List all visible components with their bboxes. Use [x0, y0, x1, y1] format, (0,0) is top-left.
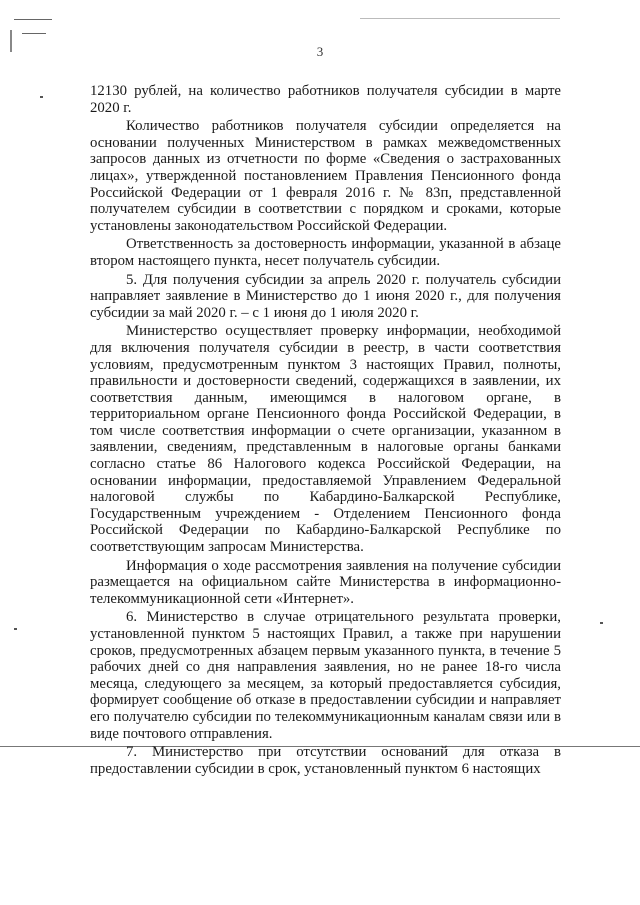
scan-artifact-dot-3	[14, 628, 17, 630]
scan-artifact-top-left-2	[22, 33, 46, 34]
paragraph-4: 5. Для получения субсидии за апрель 2020 г. получатель субсидии направляет заявление в Министерство до 1 июня 2020 г., для получения субсидии за май 2020 г. – с 1 июня до 1 июля 2020 г.	[90, 271, 561, 321]
scan-artifact-dot-1	[40, 96, 43, 98]
paragraph-5: Министерство осуществляет проверку информации, необходимой для включения получателя субсидии в реестр, в части соответствия условиям, предусмотренным пунктом 3 настоящих Правил, полноты, правильности и достоверности сведений, содержащихся в заявлении, их соответствия данным, имеющимся в налоговом органе, в территориальном органе Пенсионного фонда Российской Федерации, в том числе соответствия информации о счете организации, указанном в заявлении, сведениям, представленным в налоговые органы банками согласно статье 86 Налогового кодекса Российской Федерации, на основании информации, предоставляемой Управлением Федеральной налоговой службы по Кабардино-Балкарской Республике, Государственным учреждением - Отделением Пенсионного фонда Российской Федерации по Кабардино-Балкарской Республике по соответствующим запросам Министерства.	[90, 323, 561, 556]
scan-artifact-top-right	[360, 18, 560, 19]
scan-artifact-top-left	[14, 19, 52, 20]
paragraph-8: 7. Министерство при отсутствии оснований для отказа в предоставлении субсидии в срок, установленный пунктом 6 настоящих	[90, 744, 561, 777]
paragraph-1: 12130 рублей, на количество работников получателя субсидии в марте 2020 г.	[90, 83, 561, 116]
paragraph-2: Количество работников получателя субсидии определяется на основании полученных Министерством в рамках межведомственных запросов данных из отчетности по форме «Сведения о застрахованных лицах», утвержденной постановлением Правления Пенсионного фонда Российской Федерации от 1 февраля 2016 г. № 83п, представленной получателем субсидии в соответствии с порядком и сроками, которые установлены законодательством Российской Федерации.	[90, 118, 561, 234]
paragraph-7: 6. Министерство в случае отрицательного результата проверки, установленной пунктом 5 настоящих Правил, а также при нарушении сроков, предусмотренных абзацем первым указанного пункта, в течение 5 рабочих дней со дня направления заявления, но не ранее 18-го числа месяца, следующего за месяцем, за который предоставляется субсидия, формирует сообщение об отказе в предоставлении субсидии и направляет его получателю субсидии по телекоммуникационным каналам связи или в виде почтового отправления.	[90, 609, 561, 742]
page-number: 3	[316, 44, 324, 59]
scan-artifact-dot-2	[600, 622, 603, 624]
paragraph-3: Ответственность за достоверность информации, указанной в абзаце втором настоящего пункта, несет получатель субсидии.	[90, 236, 561, 269]
document-body	[90, 83, 561, 777]
paragraph-6: Информация о ходе рассмотрения заявления на получение субсидии размещается на официальном сайте Министерства в информационно-телекоммуникационной сети «Интернет».	[90, 557, 561, 607]
